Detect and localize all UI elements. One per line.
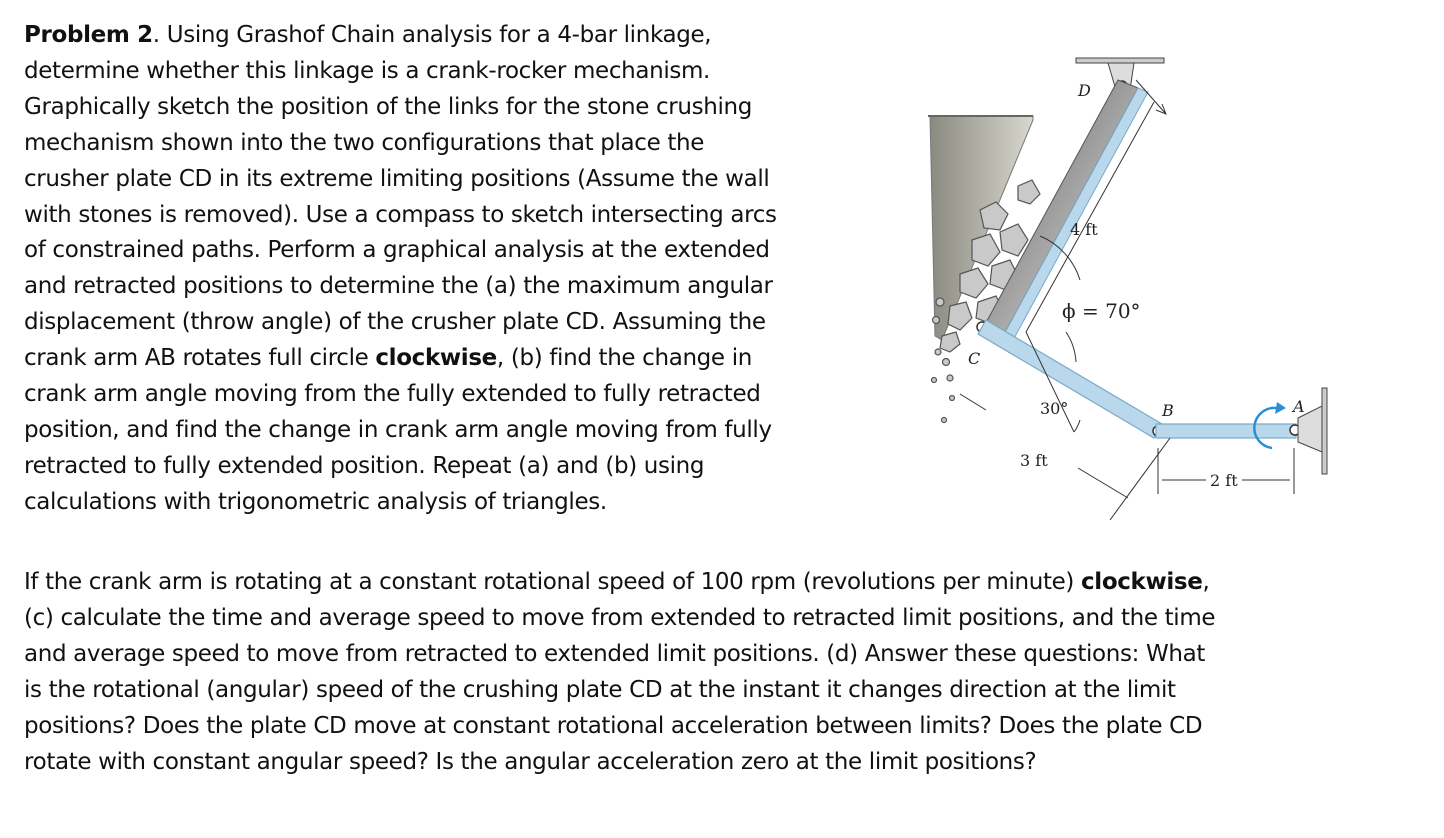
problem-statement	[24, 18, 884, 521]
problem-line: displacement (throw angle) of the crusher plate CD. Assuming the	[24, 309, 766, 336]
problem-line: with stones is removed). Use a compass to sketch intersecting arcs	[24, 201, 777, 228]
problem-line: position, and find the change in crank arm angle moving from fully	[24, 416, 772, 443]
problem-line: and retracted positions to determine the (a) the maximum angular	[24, 273, 773, 300]
problem-line: crank arm AB rotates full circle clockwise, (b) find the change in	[24, 345, 752, 372]
label-30-deg: 30°	[1040, 399, 1069, 418]
problem-line: mechanism shown into the two configurations that place the	[24, 129, 705, 156]
followup-line: rotate with constant angular speed? Is the angular acceleration zero at the limit positions?	[24, 748, 1037, 775]
followup-line: (c) calculate the time and average speed to move from extended to retracted limit positions, and the time	[24, 604, 1216, 631]
label-b: B	[1162, 401, 1174, 420]
label-bc-length: 3 ft	[1020, 451, 1048, 470]
clockwise-emphasis: clockwise	[375, 345, 497, 372]
label-a: A	[1293, 397, 1305, 416]
problem-line: of constrained paths. Perform a graphical analysis at the extended	[24, 237, 770, 264]
problem-line: Problem 2. Using Grashof Chain analysis for a 4-bar linkage,	[24, 22, 712, 48]
followup-line: positions? Does the plate CD move at constant rotational acceleration between limits? Does the plate CD	[24, 712, 1203, 739]
problem-line: determine whether this linkage is a crank-rocker mechanism.	[24, 57, 711, 84]
followup-questions	[24, 565, 1424, 780]
problem-line: retracted to fully extended position. Repeat (a) and (b) using	[24, 452, 705, 479]
problem-line: crank arm angle moving from the fully extended to fully retracted	[24, 381, 761, 408]
problem-heading: Problem 2	[24, 22, 153, 48]
followup-line: and average speed to move from retracted to extended limit positions. (d) Answer these questions: What	[24, 640, 1206, 667]
link-bc	[978, 320, 1163, 438]
label-d: D	[1078, 81, 1091, 100]
problem-line: crusher plate CD in its extreme limiting positions (Assume the wall	[24, 165, 770, 192]
problem-line: calculations with trigonometric analysis of triangles.	[24, 488, 607, 515]
label-cd-length: 4 ft	[1070, 220, 1098, 239]
followup-line: If the crank arm is rotating at a constant rotational speed of 100 rpm (revolutions per minute) clockwise,	[24, 569, 1210, 595]
followup-line: is the rotational (angular) speed of the crushing plate CD at the instant it changes direction at the limit	[24, 676, 1176, 703]
crank-ab	[1156, 424, 1300, 438]
clockwise-emphasis: clockwise	[1081, 569, 1203, 595]
label-c: C	[968, 349, 981, 368]
label-ab-length: 2 ft	[1210, 471, 1238, 490]
crusher-mechanism-figure	[900, 40, 1340, 520]
problem-line: Graphically sketch the position of the links for the stone crushing	[24, 93, 753, 120]
label-phi: ϕ = 70°	[1062, 299, 1141, 323]
